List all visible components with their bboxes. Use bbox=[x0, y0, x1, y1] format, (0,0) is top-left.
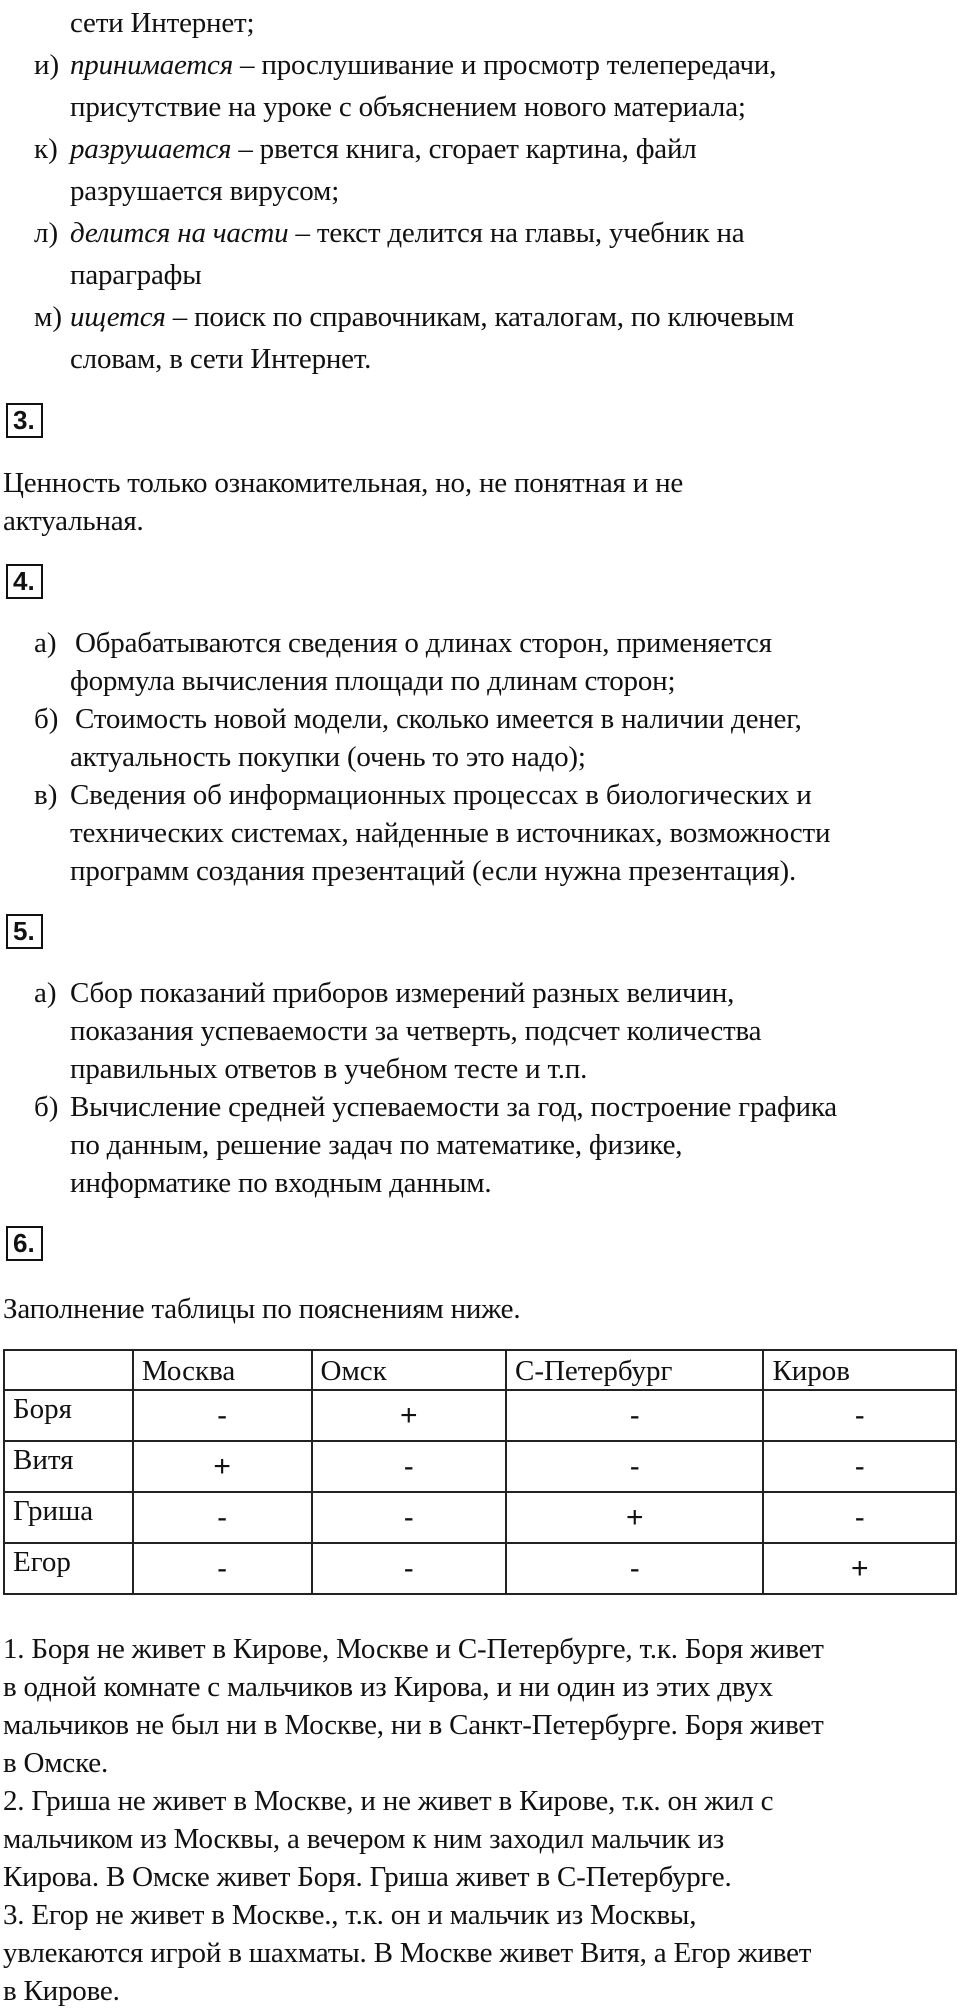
list-item-cont: программ создания презентаций (если нужна презентация). bbox=[70, 855, 797, 887]
row-name: Гриша bbox=[4, 1492, 133, 1543]
table-cell: - bbox=[506, 1441, 763, 1492]
table-cell: - bbox=[506, 1390, 763, 1441]
row-name: Егор bbox=[4, 1543, 133, 1594]
table-cell: - bbox=[763, 1390, 956, 1441]
explanation-line: Кирова. В Омске живет Боря. Гриша живет в С-Петербурге. bbox=[3, 1861, 732, 1893]
explanation-line: в Омске. bbox=[3, 1747, 108, 1779]
item-label: л) bbox=[34, 217, 59, 249]
item-label: б) bbox=[34, 1091, 59, 1123]
section-number-5: 5. bbox=[6, 914, 43, 949]
list-item: Сбор показаний приборов измерений разных величин, bbox=[70, 977, 735, 1009]
item-term: принимается bbox=[70, 49, 233, 81]
table-header-cell: С-Петербург bbox=[506, 1350, 763, 1390]
table-intro: Заполнение таблицы по пояснениям ниже. bbox=[3, 1293, 521, 1325]
table-cell: - bbox=[506, 1543, 763, 1594]
list-item-cont: информатике по входным данным. bbox=[70, 1167, 492, 1199]
explanation-line: мальчиков не был ни в Москве, ни в Санкт-Петербурге. Боря живет bbox=[3, 1709, 824, 1741]
list-item-cont: правильных ответов в учебном тесте и т.п. bbox=[70, 1053, 588, 1085]
row-name: Боря bbox=[4, 1390, 133, 1441]
list-item-cont: присутствие на уроке с объяснением нового материала; bbox=[70, 91, 746, 123]
table-cell: - bbox=[763, 1441, 956, 1492]
table-cell: - bbox=[312, 1441, 506, 1492]
item-text: – текст делится на главы, учебник на bbox=[288, 217, 745, 249]
explanation-line: в Кирове. bbox=[3, 1975, 120, 2007]
item-label: к) bbox=[34, 133, 58, 165]
item-text: – поиск по справочникам, каталогам, по ключевым bbox=[165, 301, 795, 333]
list-item-cont: по данным, решение задач по математике, физике, bbox=[70, 1129, 683, 1161]
explanation-line: увлекаются игрой в шахматы. В Москве живет Витя, а Егор живет bbox=[3, 1937, 812, 1969]
list-item bbox=[70, 130, 697, 168]
list-item: Обрабатываются сведения о длинах сторон, применяется bbox=[75, 627, 772, 659]
list-item bbox=[70, 46, 776, 84]
table-row bbox=[4, 1543, 956, 1594]
item-label: а) bbox=[34, 977, 57, 1009]
table-cell: - bbox=[133, 1390, 312, 1441]
table-cell: + bbox=[763, 1543, 956, 1594]
table-cell: + bbox=[312, 1390, 506, 1441]
paragraph-line: Ценность только ознакомительная, но, не понятная и не bbox=[3, 467, 684, 499]
list-item-cont: параграфы bbox=[70, 259, 202, 291]
table-cell: - bbox=[133, 1492, 312, 1543]
paragraph-line: актуальная. bbox=[3, 505, 144, 537]
item-label: м) bbox=[34, 301, 63, 333]
table-cell: + bbox=[506, 1492, 763, 1543]
list-item-cont: словам, в сети Интернет. bbox=[70, 343, 372, 375]
list-item-cont: разрушается вирусом; bbox=[70, 175, 340, 207]
list-item: Сведения об информационных процессах в биологических и bbox=[70, 779, 812, 811]
explanation-line: мальчиком из Москвы, а вечером к ним заходил мальчик из bbox=[3, 1823, 725, 1855]
table-cell: - bbox=[763, 1492, 956, 1543]
table-cell: - bbox=[312, 1492, 506, 1543]
item-term: ищется bbox=[70, 301, 166, 333]
explanation-line: 1. Боря не живет в Кирове, Москве и С-Петербурге, т.к. Боря живет bbox=[3, 1633, 824, 1665]
table-header-cell: Москва bbox=[133, 1350, 312, 1390]
list-continuation: сети Интернет; bbox=[70, 7, 255, 39]
item-label: и) bbox=[34, 49, 60, 81]
explanation-line: 2. Гриша не живет в Москве, и не живет в Кирове, т.к. он жил с bbox=[3, 1785, 774, 1817]
explanation-line: 3. Егор не живет в Москве., т.к. он и мальчик из Москвы, bbox=[3, 1899, 697, 1931]
section-number-3: 3. bbox=[6, 403, 43, 438]
table-row bbox=[4, 1441, 956, 1492]
list-item-cont: формула вычисления площади по длинам сторон; bbox=[70, 665, 676, 697]
list-item-cont: показания успеваемости за четверть, подсчет количества bbox=[70, 1015, 762, 1047]
list-item: Стоимость новой модели, сколько имеется в наличии денег, bbox=[75, 703, 802, 735]
list-item-cont: актуальность покупки (очень то это надо); bbox=[70, 741, 586, 773]
table-row bbox=[4, 1390, 956, 1441]
item-text: – прослушивание и просмотр телепередачи, bbox=[232, 49, 777, 81]
list-item bbox=[70, 214, 744, 252]
item-term: делится на части bbox=[70, 217, 289, 249]
table-header-cell: Омск bbox=[312, 1350, 506, 1390]
item-label: а) bbox=[34, 627, 57, 659]
item-term: разрушается bbox=[70, 133, 232, 165]
list-item-cont: технических системах, найденные в источниках, возможности bbox=[70, 817, 831, 849]
answer-table bbox=[3, 1349, 957, 1595]
table-header-row bbox=[4, 1350, 956, 1390]
table-cell: - bbox=[312, 1543, 506, 1594]
table-header-cell bbox=[4, 1350, 133, 1390]
item-text: – рвется книга, сгорает картина, файл bbox=[231, 133, 697, 165]
table-cell: - bbox=[133, 1543, 312, 1594]
list-item: Вычисление средней успеваемости за год, построение графика bbox=[70, 1091, 837, 1123]
item-label: в) bbox=[34, 779, 58, 811]
row-name: Витя bbox=[4, 1441, 133, 1492]
section-number-6: 6. bbox=[6, 1226, 43, 1261]
explanation-line: в одной комнате с мальчиков из Кирова, и ни один из этих двух bbox=[3, 1671, 773, 1703]
table-cell: + bbox=[133, 1441, 312, 1492]
item-label: б) bbox=[34, 703, 59, 735]
list-item bbox=[70, 298, 794, 336]
table-row bbox=[4, 1492, 956, 1543]
table-header-cell: Киров bbox=[763, 1350, 956, 1390]
section-number-4: 4. bbox=[6, 564, 43, 599]
